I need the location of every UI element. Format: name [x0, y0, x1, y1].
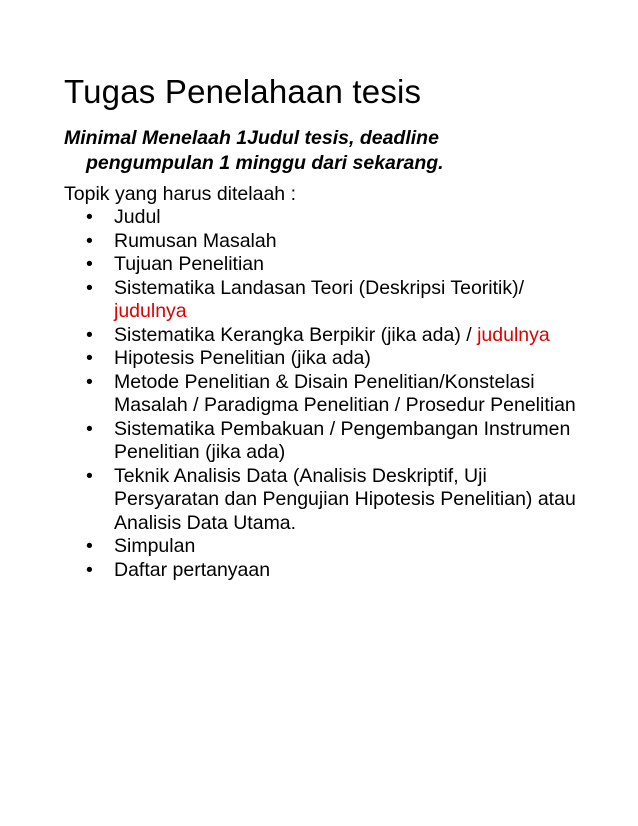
topic-list-item — [64, 418, 584, 465]
topic-list-item — [64, 206, 584, 230]
instruction-line-1: Minimal Menelaah 1Judul tesis, deadline — [64, 127, 439, 149]
bullet-icon: • — [86, 464, 93, 487]
bullet-icon: • — [86, 253, 93, 275]
assignment-instruction — [64, 126, 584, 176]
topic-text: Rumusan Masalah — [114, 229, 277, 252]
topic-text: Daftar pertanyaan — [114, 558, 271, 581]
bullet-icon: • — [86, 558, 93, 581]
instruction-line-2: pengumpulan 1 minggu dari sekarang. — [86, 152, 444, 174]
topic-list-item — [64, 347, 584, 371]
topic-list-item — [64, 371, 584, 418]
bullet-icon: • — [86, 323, 93, 346]
topic-text: Simpulan — [114, 535, 196, 557]
topics-intro: Topik yang harus ditelaah : — [64, 183, 296, 205]
topic-text: Metode Penelitian & Disain Penelitian/Konstelasi Masalah / Paradigma Penelitian / Prosedur Penelitian — [114, 370, 576, 416]
topic-text: Hipotesis Penelitian (jika ada) — [114, 347, 371, 369]
topic-text: Sistematika Kerangka Berpikir (jika ada) / — [114, 323, 478, 346]
topic-list-item — [64, 277, 584, 324]
topic-list-item — [64, 324, 584, 348]
bullet-icon: • — [86, 206, 93, 228]
bullet-icon: • — [86, 370, 93, 393]
topic-text: Teknik Analisis Data (Analisis Deskriptif, Uji Persyaratan dan Pengujian Hipotesis Penelitian) atau Analisis Data Utama. — [114, 464, 576, 534]
topic-highlight-text: judulnya — [477, 323, 550, 346]
document-page — [64, 72, 584, 582]
document-title: Tugas Penelahaan tesis — [64, 73, 422, 110]
bullet-icon: • — [86, 347, 93, 369]
bullet-icon: • — [86, 229, 93, 252]
topic-highlight-text: judulnya — [114, 300, 187, 322]
topics-list — [64, 206, 584, 582]
topic-list-item — [64, 465, 584, 536]
topic-text: Sistematika Landasan Teori (Deskripsi Teoritik)/ — [114, 276, 525, 299]
topic-list-item — [64, 230, 584, 254]
bullet-icon: • — [86, 535, 93, 557]
topic-list-item — [64, 535, 584, 559]
bullet-icon: • — [86, 417, 93, 440]
topic-text: Tujuan Penelitian — [114, 253, 264, 275]
topic-text: Judul — [114, 206, 161, 228]
topic-list-item — [64, 559, 584, 583]
bullet-icon: • — [86, 276, 93, 299]
topic-list-item — [64, 253, 584, 277]
topic-text: Sistematika Pembakuan / Pengembangan Instrumen Penelitian (jika ada) — [114, 417, 571, 463]
